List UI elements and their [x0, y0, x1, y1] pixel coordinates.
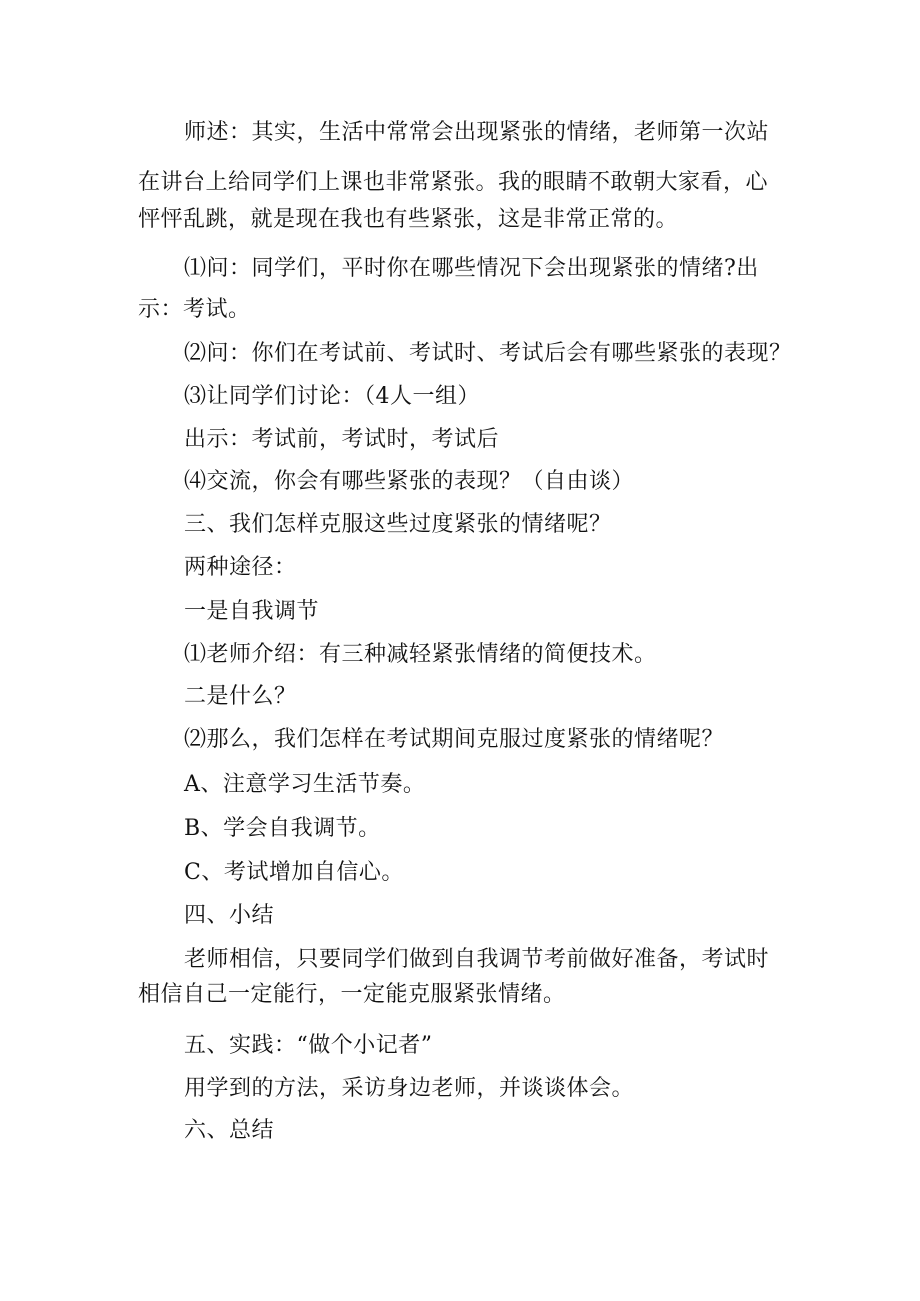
- paragraph-line: ⑵那么，我们怎样在考试期间克服过度紧张的情绪呢？: [184, 727, 725, 752]
- paragraph-line: 用学到的方法，采访身边老师，并谈谈体会。: [184, 1076, 635, 1101]
- list-item: C、考试增加自信心。: [184, 860, 404, 885]
- paragraph-line: ⑴问：同学们，平时你在哪些情况下会出现紧张的情绪?出: [184, 256, 759, 281]
- paragraph-line: 示：考试。: [138, 297, 251, 322]
- section-heading: 三、我们怎样克服这些过度紧张的情绪呢？: [184, 512, 612, 537]
- section-heading: 四、小结: [184, 903, 275, 928]
- paragraph-line: ⑷交流，你会有哪些紧张的表现？（自由谈）: [184, 469, 635, 494]
- list-item: A、注意学习生活节奏。: [184, 772, 426, 797]
- paragraph-line: 师述：其实，生活中常常会出现紧张的情绪，老师第一次站: [184, 120, 770, 145]
- paragraph-line: 在讲台上给同学们上课也非常紧张。我的眼睛不敢朝大家看，心: [138, 170, 769, 195]
- paragraph-line: 老师相信，只要同学们做到自我调节考前做好准备，考试时: [184, 947, 770, 972]
- paragraph-line: 怦怦乱跳，就是现在我也有些紧张，这是非常正常的。: [138, 207, 679, 232]
- paragraph-line: 相信自己一定能行，一定能克服紧张情绪。: [138, 982, 566, 1007]
- paragraph-line: 出示：考试前，考试时，考试后: [184, 427, 500, 452]
- paragraph-line: 两种途径：: [184, 555, 297, 580]
- list-item: B、学会自我调节。: [184, 816, 381, 841]
- paragraph-line: ⑵问：你们在考试前、考试时、考试后会有哪些紧张的表现？: [184, 341, 792, 366]
- section-heading: 六、总结: [184, 1118, 275, 1143]
- paragraph-line: 二是什么？: [184, 684, 297, 709]
- paragraph-line: ⑴老师介绍：有三种减轻紧张情绪的简便技术。: [184, 642, 657, 667]
- paragraph-line: ⑶让同学们讨论：（4人一组）: [184, 384, 480, 409]
- paragraph-line: 一是自我调节: [184, 599, 320, 624]
- section-heading: 五、实践：“做个小记者”: [184, 1033, 433, 1058]
